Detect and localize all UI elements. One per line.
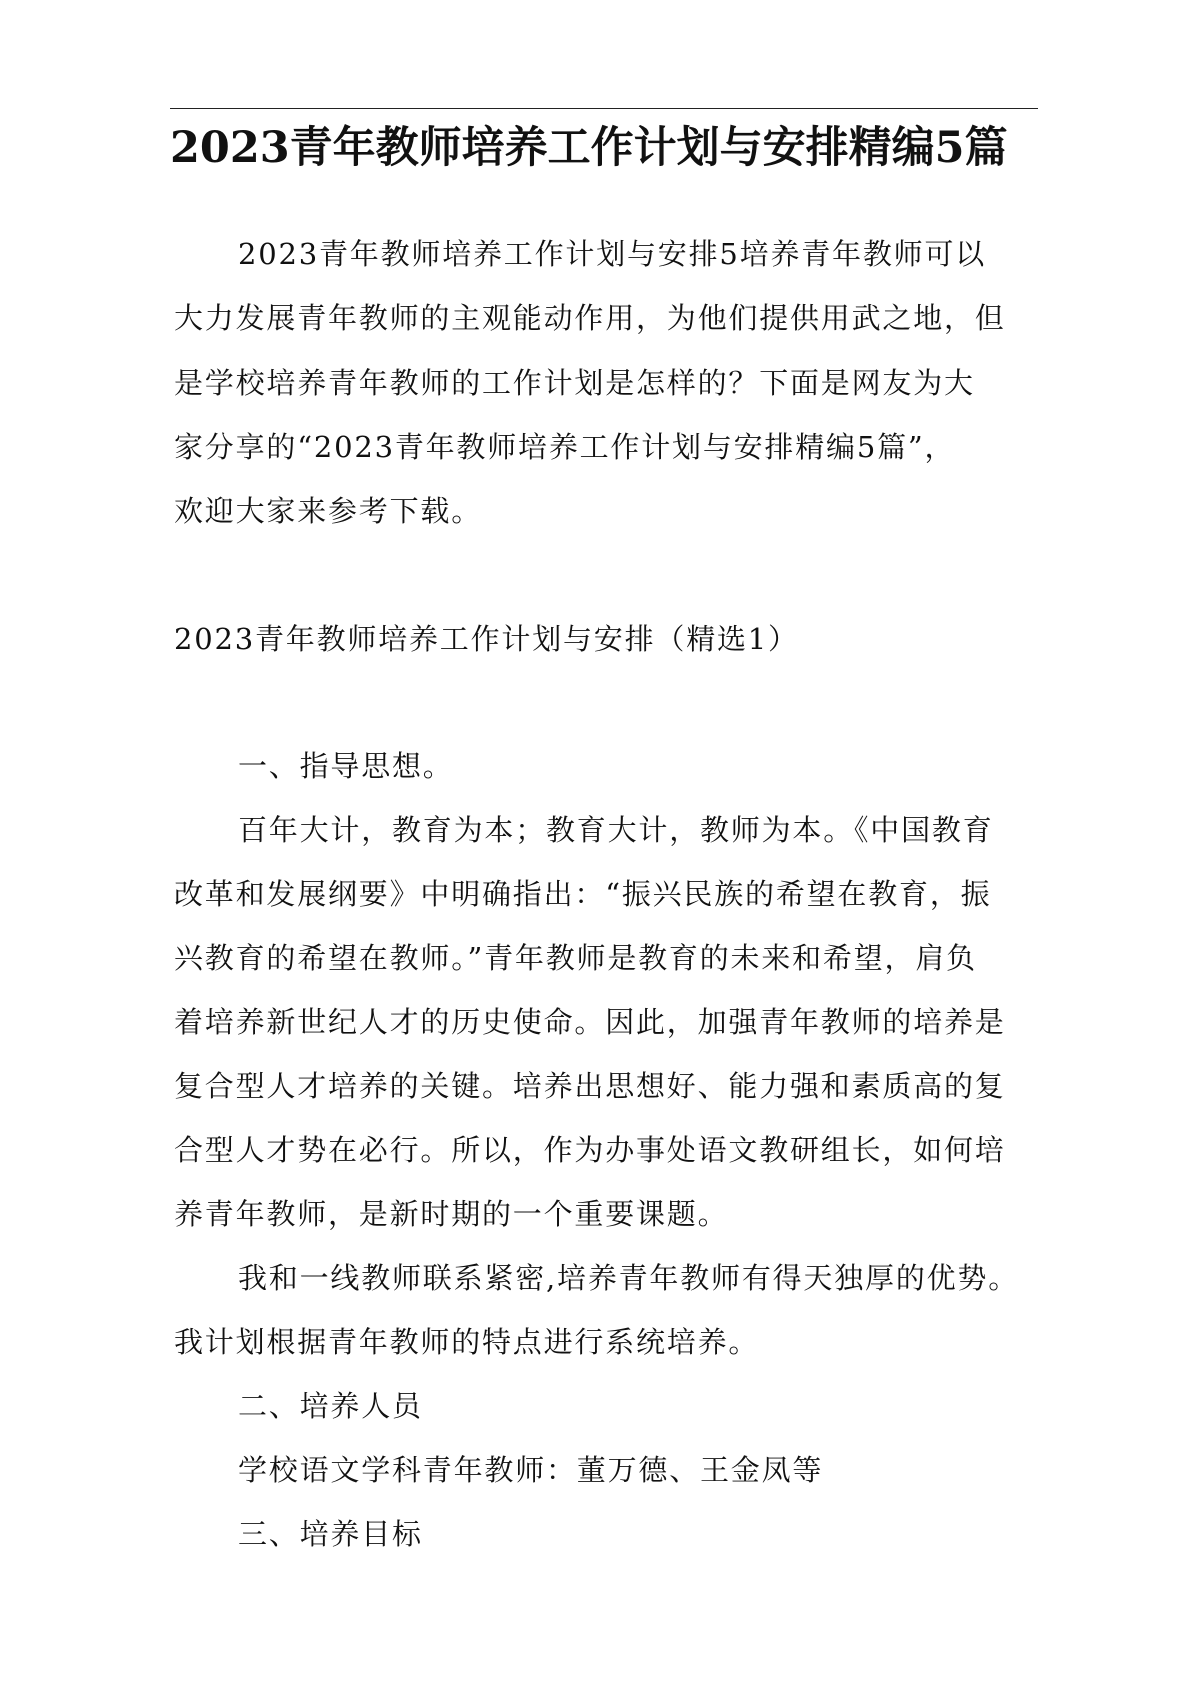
paragraph-line: 兴教育的希望在教师。”青年教师是教育的未来和希望，肩负	[174, 941, 977, 975]
intro-line: 大力发展青年教师的主观能动作用，为他们提供用武之地，但	[174, 301, 1006, 335]
paragraph-line: 我计划根据青年教师的特点进行系统培养。	[174, 1325, 760, 1359]
paragraph-line: 复合型人才培养的关键。培养出思想好、能力强和素质高的复	[174, 1069, 1006, 1103]
intro-line: 是学校培养青年教师的工作计划是怎样的？下面是网友为大	[174, 366, 975, 400]
paragraph-line: 着培养新世纪人才的历史使命。因此，加强青年教师的培养是	[174, 1005, 1006, 1039]
heading-training-goals: 三、培养目标	[238, 1517, 423, 1551]
trainee-list: 学校语文学科青年教师：董万德、王金凤等	[238, 1453, 824, 1487]
section-title: 2023青年教师培养工作计划与安排（精选1）	[174, 622, 799, 656]
document-title: 2023青年教师培养工作计划与安排精编5篇	[170, 123, 1008, 173]
paragraph-line: 改革和发展纲要》中明确指出：“振兴民族的希望在教育，振	[174, 877, 992, 911]
paragraph-line: 养青年教师，是新时期的一个重要课题。	[174, 1197, 729, 1231]
heading-trainees: 二、培养人员	[238, 1389, 423, 1423]
intro-line: 2023青年教师培养工作计划与安排5培养青年教师可以	[238, 237, 987, 271]
heading-guiding-ideology: 一、指导思想。	[238, 749, 454, 783]
paragraph-line: 百年大计，教育为本；教育大计，教师为本。《中国教育	[238, 813, 994, 847]
paragraph-line: 合型人才势在必行。所以，作为办事处语文教研组长，如何培	[174, 1133, 1006, 1167]
intro-line: 家分享的“2023青年教师培养工作计划与安排精编5篇”，	[174, 430, 956, 464]
paragraph-line: 我和一线教师联系紧密,培养青年教师有得天独厚的优势。	[238, 1261, 1020, 1295]
title-top-rule	[170, 108, 1038, 109]
intro-line: 欢迎大家来参考下载。	[174, 494, 483, 528]
